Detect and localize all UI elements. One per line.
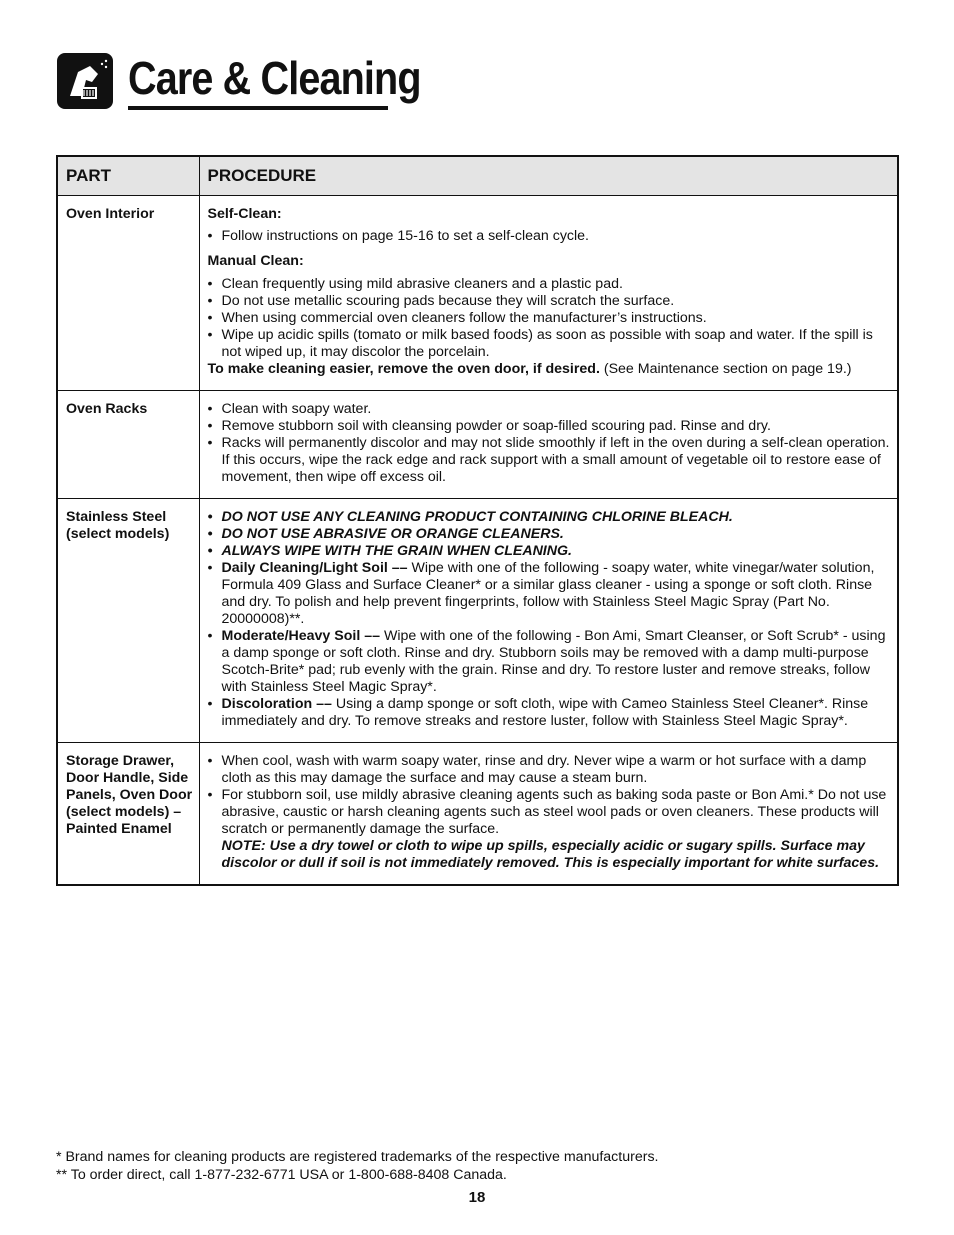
warning-item: • ALWAYS WIPE WITH THE GRAIN WHEN CLEANING. xyxy=(208,543,892,560)
title-underline xyxy=(128,106,388,110)
footnote: * Brand names for cleaning products are registered trademarks of the respective manufacturers. xyxy=(56,1149,659,1165)
self-clean-heading: Self-Clean: xyxy=(207,206,282,222)
procedure-cell xyxy=(199,743,898,886)
list-item: • Discoloration –– Using a damp sponge or soft cloth, wipe with Cameo Stainless Steel Cleaner*. Rinse immediately and dry. To remove streaks and restore luster, follow with Stainless Steel Magic Spray*. xyxy=(208,696,892,730)
part-cell: Stainless Steel (select models) xyxy=(57,499,199,743)
list-item: • Clean frequently using mild abrasive cleaners and a plastic pad. xyxy=(208,276,892,293)
list-item: • When using commercial oven cleaners follow the manufacturer’s instructions. xyxy=(208,310,892,327)
page-title: Care & Cleaning xyxy=(128,52,421,104)
table-row-stainless-steel xyxy=(57,499,898,743)
care-cleaning-table xyxy=(56,155,899,886)
list-item: • Daily Cleaning/Light Soil –– Wipe with one of the following - soapy water, white vinegar/water solution, Formula 409 Glass and Surface Cleaner* or a similar glass cleaner - using a sponge or soft cloth. Rinse and dry. To polish and help prevent fingerprints, follow with Stainless Steel Magic Spray (Part No. 20000008)**. xyxy=(208,560,892,628)
door-removal-tip: To make cleaning easier, remove the oven door, if desired. (See Maintenance section on page 19.) xyxy=(207,361,852,377)
footnote: ** To order direct, call 1-877-232-6771 USA or 1-800-688-8408 Canada. xyxy=(56,1167,507,1183)
note-text: NOTE: Use a dry towel or cloth to wipe up spills, especially acidic or sugary spills. Surface may discolor or dull if soil is not immediately removed. This is especially important for white surfaces. xyxy=(221,838,880,871)
warning-item: • DO NOT USE ANY CLEANING PRODUCT CONTAINING CHLORINE BLEACH. xyxy=(208,509,892,526)
list-item: • Remove stubborn soil with cleansing powder or soap-filled scouring pad. Rinse and dry. xyxy=(208,418,892,435)
column-header-procedure: PROCEDURE xyxy=(199,156,898,196)
part-cell: Oven Interior xyxy=(57,196,199,391)
footnotes xyxy=(56,1148,658,1184)
list-item: • Wipe up acidic spills (tomato or milk based foods) as soon as possible with soap and water. If the spill is not wiped up, it may discolor the porcelain. xyxy=(208,327,892,361)
list-item: • Do not use metallic scouring pads because they will scratch the surface. xyxy=(208,293,892,310)
procedure-cell xyxy=(199,391,898,499)
page-number: 18 xyxy=(468,1189,486,1206)
list-item: • Follow instructions on page 15-16 to set a self-clean cycle. xyxy=(208,228,892,245)
manual-clean-heading: Manual Clean: xyxy=(207,253,304,269)
list-item: • Racks will permanently discolor and may not slide smoothly if left in the oven during a self-clean operation. If this occurs, wipe the rack edge and rack support with a small amount of vegetable oil to restore ease of movement, then wipe off excess oil. xyxy=(208,435,892,486)
procedure-cell xyxy=(199,499,898,743)
table-row-oven-racks xyxy=(57,391,898,499)
table-row-oven-interior xyxy=(57,196,898,391)
cleaning-spray-icon xyxy=(56,52,114,110)
list-item: • When cool, wash with warm soapy water, rinse and dry. Never wipe a warm or hot surface with a damp cloth as this may damage the surface and may cause a steam burn. xyxy=(208,753,892,787)
list-item: • For stubborn soil, use mildly abrasive cleaning agents such as baking soda paste or Bon Ami.* Do not use abrasive, caustic or harsh cleaning agents such as steel wool pads or oven cleaners. These products will scratch or permanently damage the surface. xyxy=(208,787,892,838)
part-cell: Storage Drawer, Door Handle, Side Panels, Oven Door (select models) – Painted Enamel xyxy=(57,743,199,886)
list-item: • Moderate/Heavy Soil –– Wipe with one of the following - Bon Ami, Smart Cleanser, or Soft Scrub* - using a damp sponge or soft cloth. Rinse and dry. Stubborn soils may be removed with a damp multi-purpose Scotch-Brite* pad; rub evenly with the grain. Rinse and dry. To restore luster and remove streaks, follow with Stainless Steel Magic Spray*. xyxy=(208,628,892,696)
column-header-part: PART xyxy=(57,156,199,196)
warning-item: • DO NOT USE ABRASIVE OR ORANGE CLEANERS. xyxy=(208,526,892,543)
part-cell: Oven Racks xyxy=(57,391,199,499)
table-row-storage-drawer xyxy=(57,743,898,886)
table-header-row xyxy=(57,156,898,196)
procedure-cell xyxy=(199,196,898,391)
list-item: • Clean with soapy water. xyxy=(208,401,892,418)
